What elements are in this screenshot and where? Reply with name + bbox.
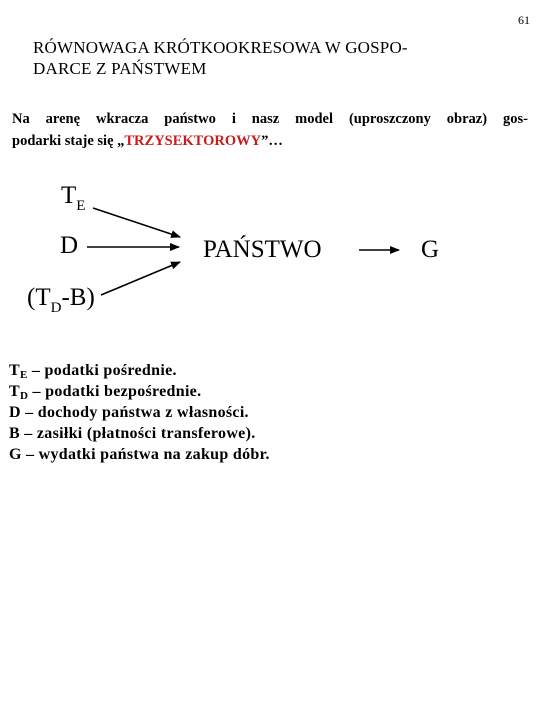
diagram-td-open: (T — [27, 284, 51, 311]
page-number: 61 — [518, 13, 530, 27]
diagram-td-rest: -B) — [61, 284, 95, 311]
diagram-g: G — [421, 236, 440, 263]
intro-line-2-start: podarki staje się „ — [12, 133, 125, 149]
definition-b: B – zasiłki (płatności transferowe). — [9, 425, 256, 442]
arrow-te-to-state — [93, 208, 180, 237]
title-line-2: DARCE Z PAŃSTWEM — [33, 59, 207, 78]
diagram-td-sub: D — [50, 300, 62, 316]
definition-g: G – wydatki państwa na zakup dóbr. — [9, 446, 270, 463]
definition-te: $T_E$ – podatki pośrednie. — [9, 362, 177, 381]
diagram-d: D — [60, 232, 79, 259]
definition-d: D – dochody państwa z własności. — [9, 404, 249, 421]
diagram-te-sub: E — [76, 198, 86, 214]
title-line-1: RÓWNOWAGA KRÓTKOOKRESOWA W GOSPO- — [33, 38, 408, 57]
definition-td: $T_D$ – podatki bezpośrednie. — [9, 383, 202, 402]
arrow-tdb-to-state — [101, 262, 180, 295]
diagram-state: PAŃSTWO — [203, 236, 322, 263]
intro-emphasis: TRZYSEKTOROWY — [124, 133, 262, 149]
intro-line-1: Na arenę wkracza państwo i nasz model (uproszczony obraz) gos- — [12, 111, 528, 127]
definitions-list — [9, 360, 270, 465]
intro-line-2-end: ”… — [261, 133, 283, 149]
diagram-te-base: T — [61, 182, 77, 209]
